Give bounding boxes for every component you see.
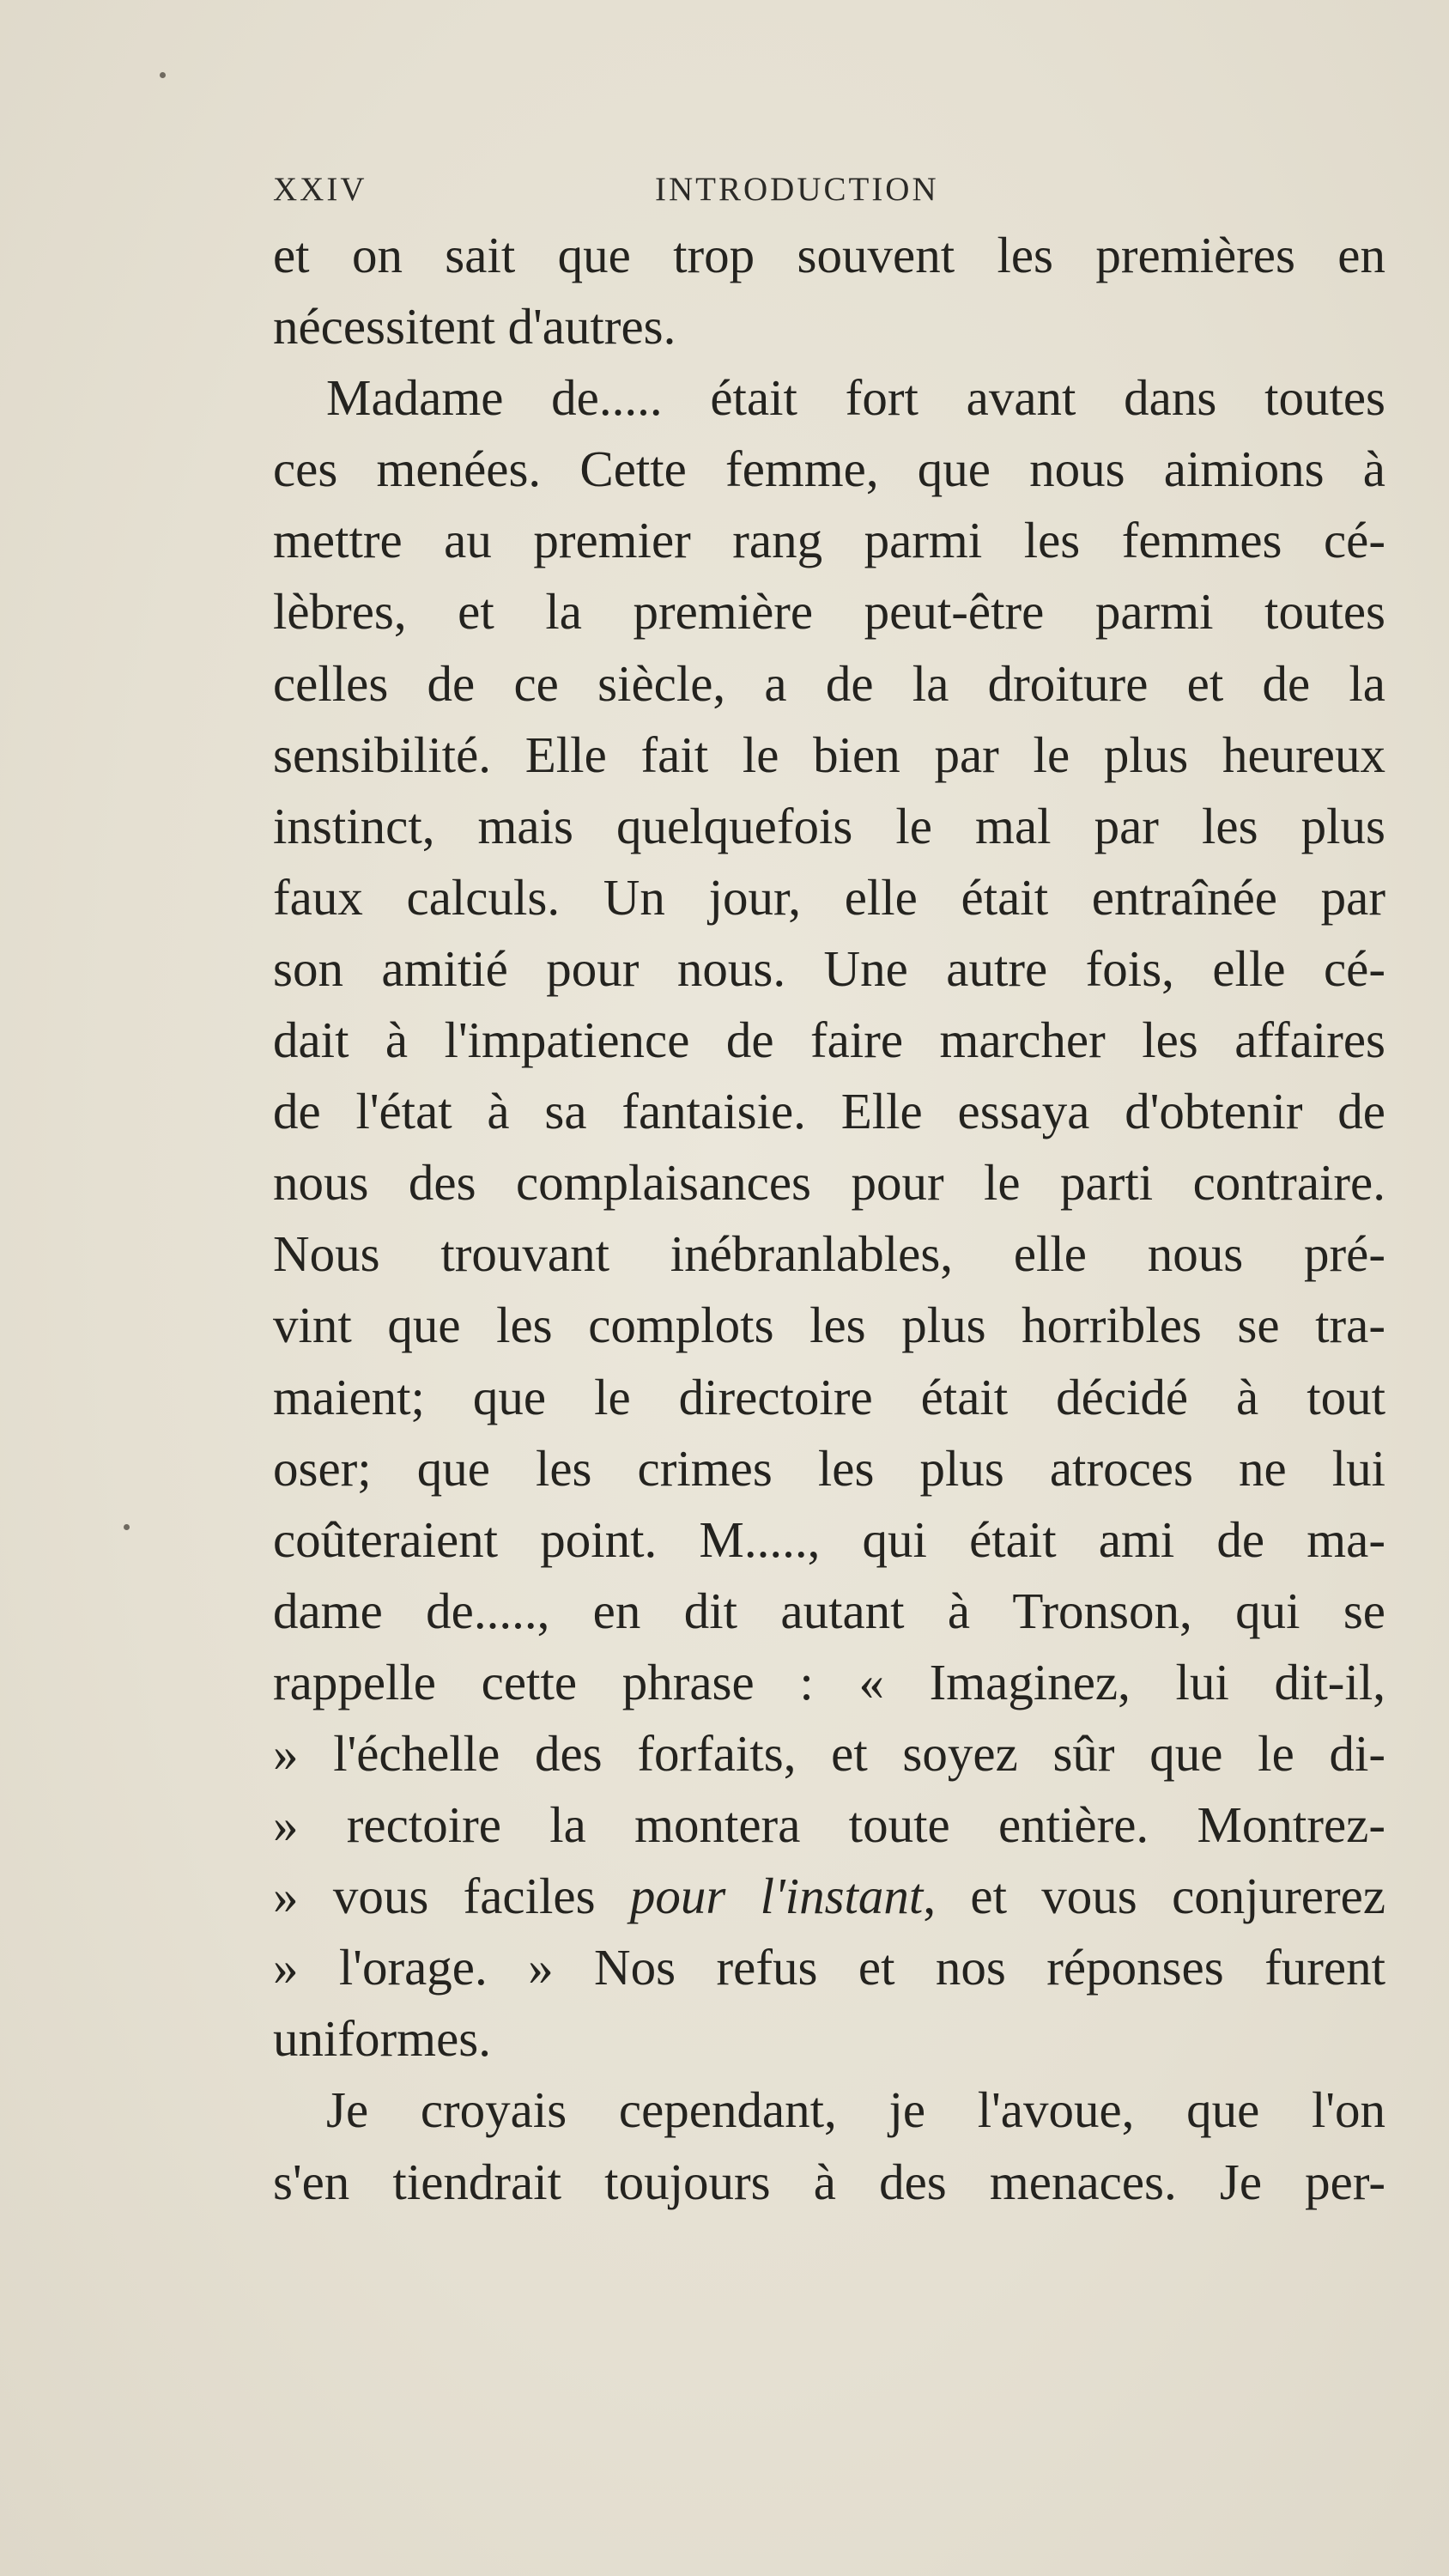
text-line: celles de ce siècle, a de la droiture et de la [273, 654, 1385, 712]
paragraph-start-line: Madame de..... était fort avant dans toutes [326, 369, 1385, 427]
text-line: et on sait que trop souvent les premières en [273, 227, 1385, 283]
text-line: dame de....., en dit autant à Tronson, qui se [273, 1582, 1385, 1639]
text-line: » l'orage. » Nos refus et nos réponses furent [273, 1939, 1385, 1996]
text-line: mettre au premier rang parmi les femmes cé- [273, 512, 1385, 569]
text-line: vint que les complots les plus horribles se tra- [273, 1297, 1385, 1354]
text-line: lèbres, et la première peut-être parmi toutes [273, 583, 1385, 641]
text-line: coûteraient point. M....., qui était ami de ma- [273, 1510, 1385, 1568]
text-line: maient; que le directoire était décidé à tout [273, 1368, 1385, 1425]
text-segment: , et vous conjurerez [923, 1868, 1386, 1925]
text-line: instinct, mais quelquefois le mal par les plus [273, 797, 1385, 854]
running-header [273, 170, 1385, 215]
text-line-with-italic [273, 1861, 1385, 1932]
text-line: de l'état à sa fantaisie. Elle essaya d'obtenir de [273, 1083, 1385, 1140]
text-line: uniformes. [273, 2010, 491, 2068]
text-line: » l'échelle des forfaits, et soyez sûr que le di- [273, 1724, 1385, 1782]
text-line: sensibilité. Elle fait le bien par le plus heureux [273, 726, 1385, 783]
text-line: son amitié pour nous. Une autre fois, elle cé- [273, 939, 1385, 997]
print-speck [160, 72, 166, 78]
body-text [273, 220, 1385, 2218]
text-line: dait à l'impatience de faire marcher les affaires [273, 1012, 1385, 1069]
italic-phrase: pour l'instant [629, 1868, 924, 1925]
print-speck [124, 1524, 130, 1530]
text-line: ces menées. Cette femme, que nous aimions à [273, 440, 1385, 498]
page-number: XXIV [273, 171, 367, 208]
running-title: INTRODUCTION [655, 171, 939, 208]
text-line: nous des complaisances pour le parti contraire. [273, 1154, 1385, 1212]
text-line: oser; que les crimes les plus atroces ne lui [273, 1439, 1385, 1497]
text-segment: » vous faciles [273, 1868, 596, 1925]
text-line: » rectoire la montera toute entière. Montrez- [273, 1796, 1385, 1854]
text-line: s'en tiendrait toujours à des menaces. Je per- [273, 2153, 1385, 2210]
text-line: nécessitent d'autres. [273, 298, 676, 355]
text-line: Nous trouvant inébranlables, elle nous pré- [273, 1225, 1385, 1283]
text-line: faux calculs. Un jour, elle était entraînée par [273, 868, 1385, 926]
text-line: rappelle cette phrase : « Imaginez, lui dit-il, [273, 1653, 1385, 1710]
paragraph-start-line: Je croyais cependant, je l'avoue, que l'on [326, 2081, 1385, 2139]
